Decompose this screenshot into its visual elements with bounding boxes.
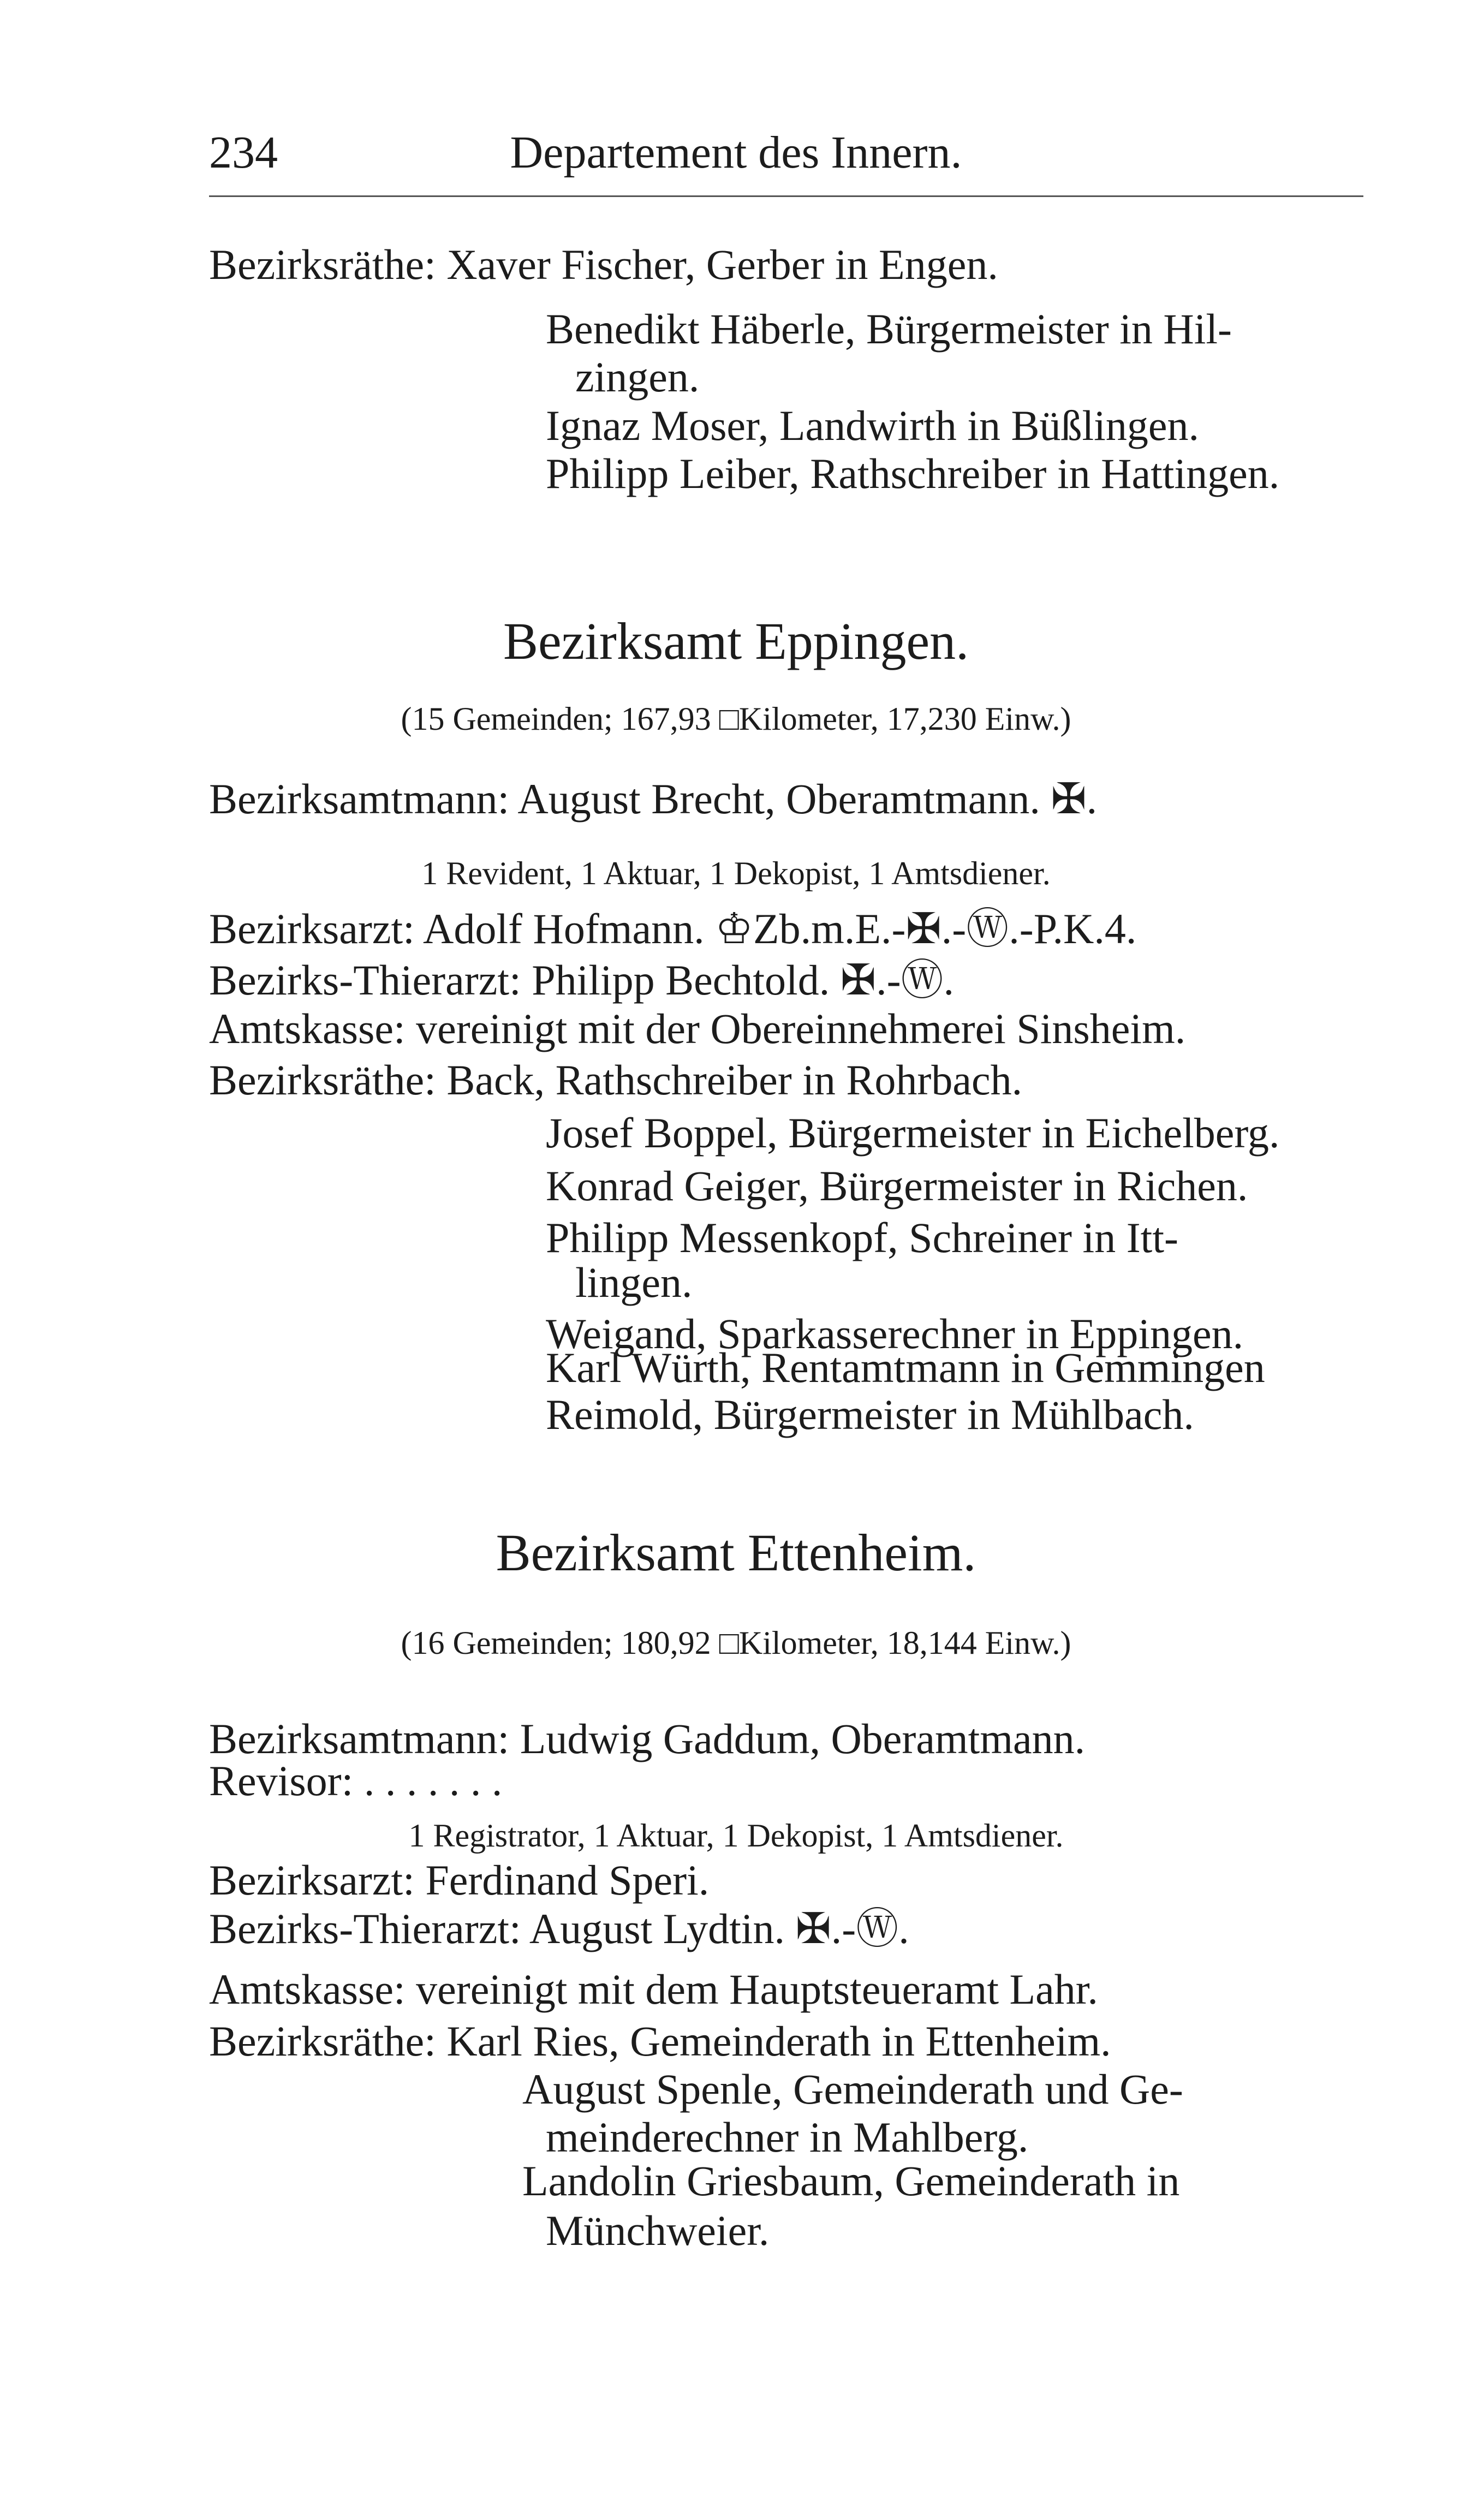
text-line: Philipp Leiber, Rathschreiber in Hattingen. — [546, 450, 1280, 497]
page-number: 234 — [209, 127, 278, 178]
section-title-ettenheim: Bezirksamt Ettenheim. — [496, 1523, 976, 1582]
section-stats: (16 Gemeinden; 180,92 □Kilometer, 18,144 Einw.) — [401, 1625, 1071, 1661]
text-line: Bezirksräthe: Karl Ries, Gemeinderath in Ettenheim. — [209, 2017, 1111, 2065]
text-line: Josef Boppel, Bürgermeister in Eichelberg. — [546, 1109, 1280, 1157]
header-rule — [209, 195, 1363, 197]
text-line: Philipp Messenkopf, Schreiner in Itt- — [546, 1214, 1178, 1261]
text-line: Bezirks-Thierarzt: August Lydtin. ✠.-Ⓦ. — [209, 1905, 909, 1952]
section-stats: (15 Gemeinden; 167,93 □Kilometer, 17,230 Einw.) — [401, 701, 1071, 737]
text-line: Reimold, Bürgermeister in Mühlbach. — [546, 1391, 1194, 1438]
text-line: Revisor: . . . . . . . — [209, 1757, 503, 1804]
text-line: Münchweier. — [546, 2207, 770, 2254]
text-line: Ignaz Moser, Landwirth in Büßlingen. — [546, 402, 1199, 449]
text-line: zingen. — [575, 353, 700, 401]
text-line: Landolin Griesbaum, Gemeinderath in — [522, 2157, 1180, 2205]
running-title: Departement des Innern. — [510, 127, 962, 178]
text-line: Amtskasse: vereinigt mit der Obereinnehmerei Sinsheim. — [209, 1005, 1186, 1052]
text-line: August Spenle, Gemeinderath und Ge- — [522, 2065, 1183, 2113]
text-line: lingen. — [575, 1259, 693, 1306]
text-line: Konrad Geiger, Bürgermeister in Richen. — [546, 1162, 1248, 1210]
text-line: Bezirksamtmann: Ludwig Gaddum, Oberamtmann. — [209, 1715, 1086, 1762]
staff-line: 1 Revident, 1 Aktuar, 1 Dekopist, 1 Amtsdiener. — [421, 855, 1051, 891]
text-line: Benedikt Häberle, Bürgermeister in Hil- — [546, 305, 1232, 353]
text-line: Bezirks-Thierarzt: Philipp Bechtold. ✠.-Ⓦ. — [209, 956, 955, 1004]
text-line: Bezirksarzt: Adolf Hofmann. ♔Zb.m.E.-✠.-Ⓦ.-P.K.4. — [209, 905, 1137, 952]
text-line: Karl Würth, Rentamtmann in Gemmingen — [546, 1344, 1265, 1391]
text-line: Bezirksräthe: Xaver Fischer, Gerber in Engen. — [209, 241, 998, 288]
text-line: Amtskasse: vereinigt mit dem Hauptsteueramt Lahr. — [209, 1965, 1098, 2013]
section-title-eppingen: Bezirksamt Eppingen. — [503, 612, 969, 670]
text-line: Weigand, Sparkasserechner in Eppingen. — [546, 1310, 1244, 1357]
text-line: Bezirksamtmann: August Brecht, Oberamtmann. ✠. — [209, 775, 1098, 823]
text-line: Bezirksräthe: Back, Rathschreiber in Rohrbach. — [209, 1056, 1023, 1104]
text-line: meinderechner in Mahlberg. — [546, 2113, 1029, 2161]
text-line: Bezirksarzt: Ferdinand Speri. — [209, 1856, 710, 1904]
staff-line: 1 Registrator, 1 Aktuar, 1 Dekopist, 1 Amtsdiener. — [408, 1818, 1064, 1854]
